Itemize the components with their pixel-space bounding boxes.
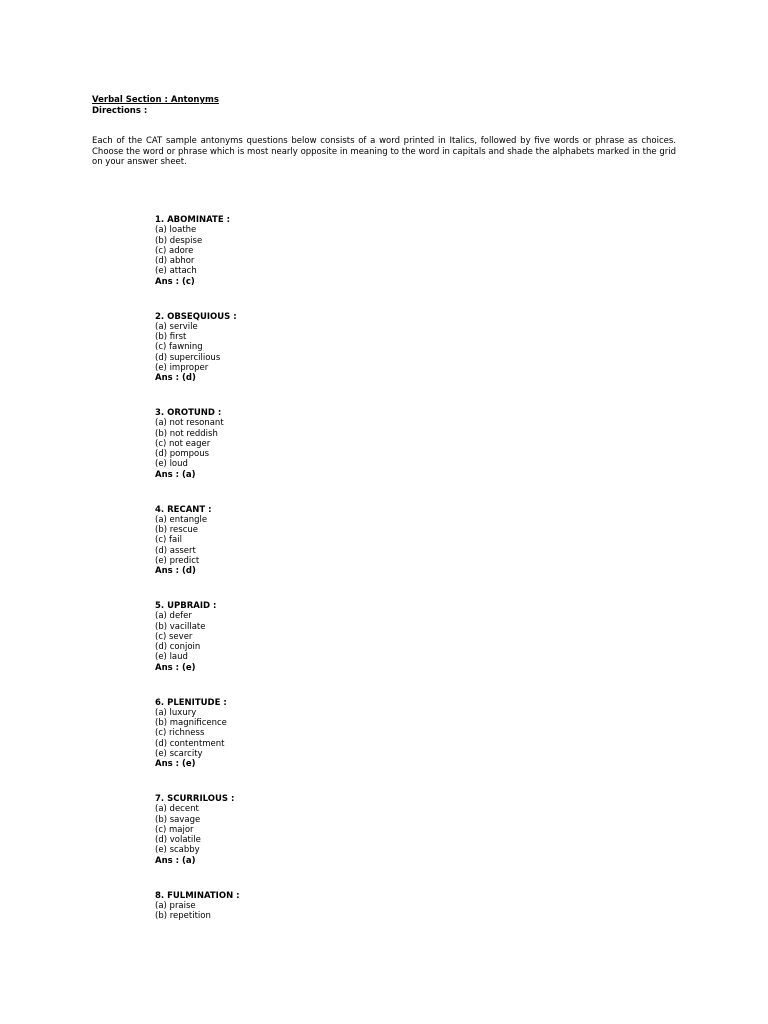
answer-option: (a) luxury [155,707,197,718]
answer-option: (b) repetition [155,911,211,922]
answer-option: (d) abhor [155,256,195,267]
answer-option: (e) scabby [155,845,200,856]
answer-option: (c) richness [155,728,205,739]
answer-option: (a) praise [155,900,196,911]
answer-option: (c) sever [155,631,193,642]
answer-option: (a) entangle [155,514,208,525]
answer-option: (d) supercilious [155,352,221,363]
question-block [155,794,455,891]
directions-text: Each of the CAT sample antonyms questions below consists of a word printed in Italics, followed by five words or phrase as choices. Choose the word or phrase which is most nearly opposite in meaning to the word in capitals and shade the alphabets marked in the grid on your answer sheet. [92,136,676,167]
answer-option: (d) contentment [155,738,225,749]
answer-key: Ans : (d) [155,566,196,577]
answer-option: (d) pompous [155,449,210,460]
question-block [155,505,455,602]
answer-key: Ans : (c) [155,276,195,287]
answer-option: (e) improper [155,362,209,373]
answer-option: (e) scarcity [155,748,203,759]
answer-option: (e) laud [155,652,188,663]
answer-option: (e) predict [155,555,200,566]
answer-option: (c) fail [155,535,182,546]
directions-label: Directions : [92,106,148,116]
question-list [155,215,455,987]
question-block [155,601,455,698]
answer-option: (a) defer [155,611,192,622]
question-block [155,312,455,409]
question-block [155,408,455,505]
answer-option: (b) not reddish [155,428,218,439]
question-block [155,215,455,312]
answer-option: (a) not resonant [155,418,224,429]
answer-option: (c) major [155,824,194,835]
answer-key: Ans : (a) [155,469,196,480]
question-block [155,891,455,988]
question-title: 2. OBSEQUIOUS : [155,311,237,322]
answer-option: (c) fawning [155,342,203,353]
answer-option: (e) loud [155,459,188,470]
answer-option: (d) volatile [155,835,201,846]
answer-option: (a) servile [155,321,198,332]
section-title: Verbal Section : Antonyms [92,95,219,105]
answer-option: (b) first [155,332,187,343]
answer-option: (b) savage [155,814,201,825]
answer-option: (a) decent [155,804,199,815]
question-title: 3. OROTUND : [155,408,222,418]
answer-option: (d) assert [155,545,196,556]
question-title: 5. UPBRAID : [155,601,217,611]
answer-option: (a) loathe [155,225,197,236]
answer-option: (c) not eager [155,438,211,449]
question-title: 7. SCURRILOUS : [155,794,235,804]
answer-option: (b) rescue [155,525,198,536]
answer-option: (b) despise [155,235,203,246]
question-block [155,698,455,795]
answer-key: Ans : (e) [155,759,196,770]
answer-option: (b) magnificence [155,718,227,729]
question-title: 8. FULMINATION : [155,890,240,901]
question-title: 1. ABOMINATE : [155,215,231,225]
question-title: 6. PLENITUDE : [155,697,227,708]
question-title: 4. RECANT : [155,504,212,515]
answer-option: (c) adore [155,245,194,256]
answer-option: (d) conjoin [155,642,201,653]
answer-option: (e) attach [155,266,197,277]
answer-option: (b) vacillate [155,621,206,632]
answer-key: Ans : (e) [155,662,196,673]
answer-key: Ans : (a) [155,855,196,866]
answer-key: Ans : (d) [155,373,196,384]
